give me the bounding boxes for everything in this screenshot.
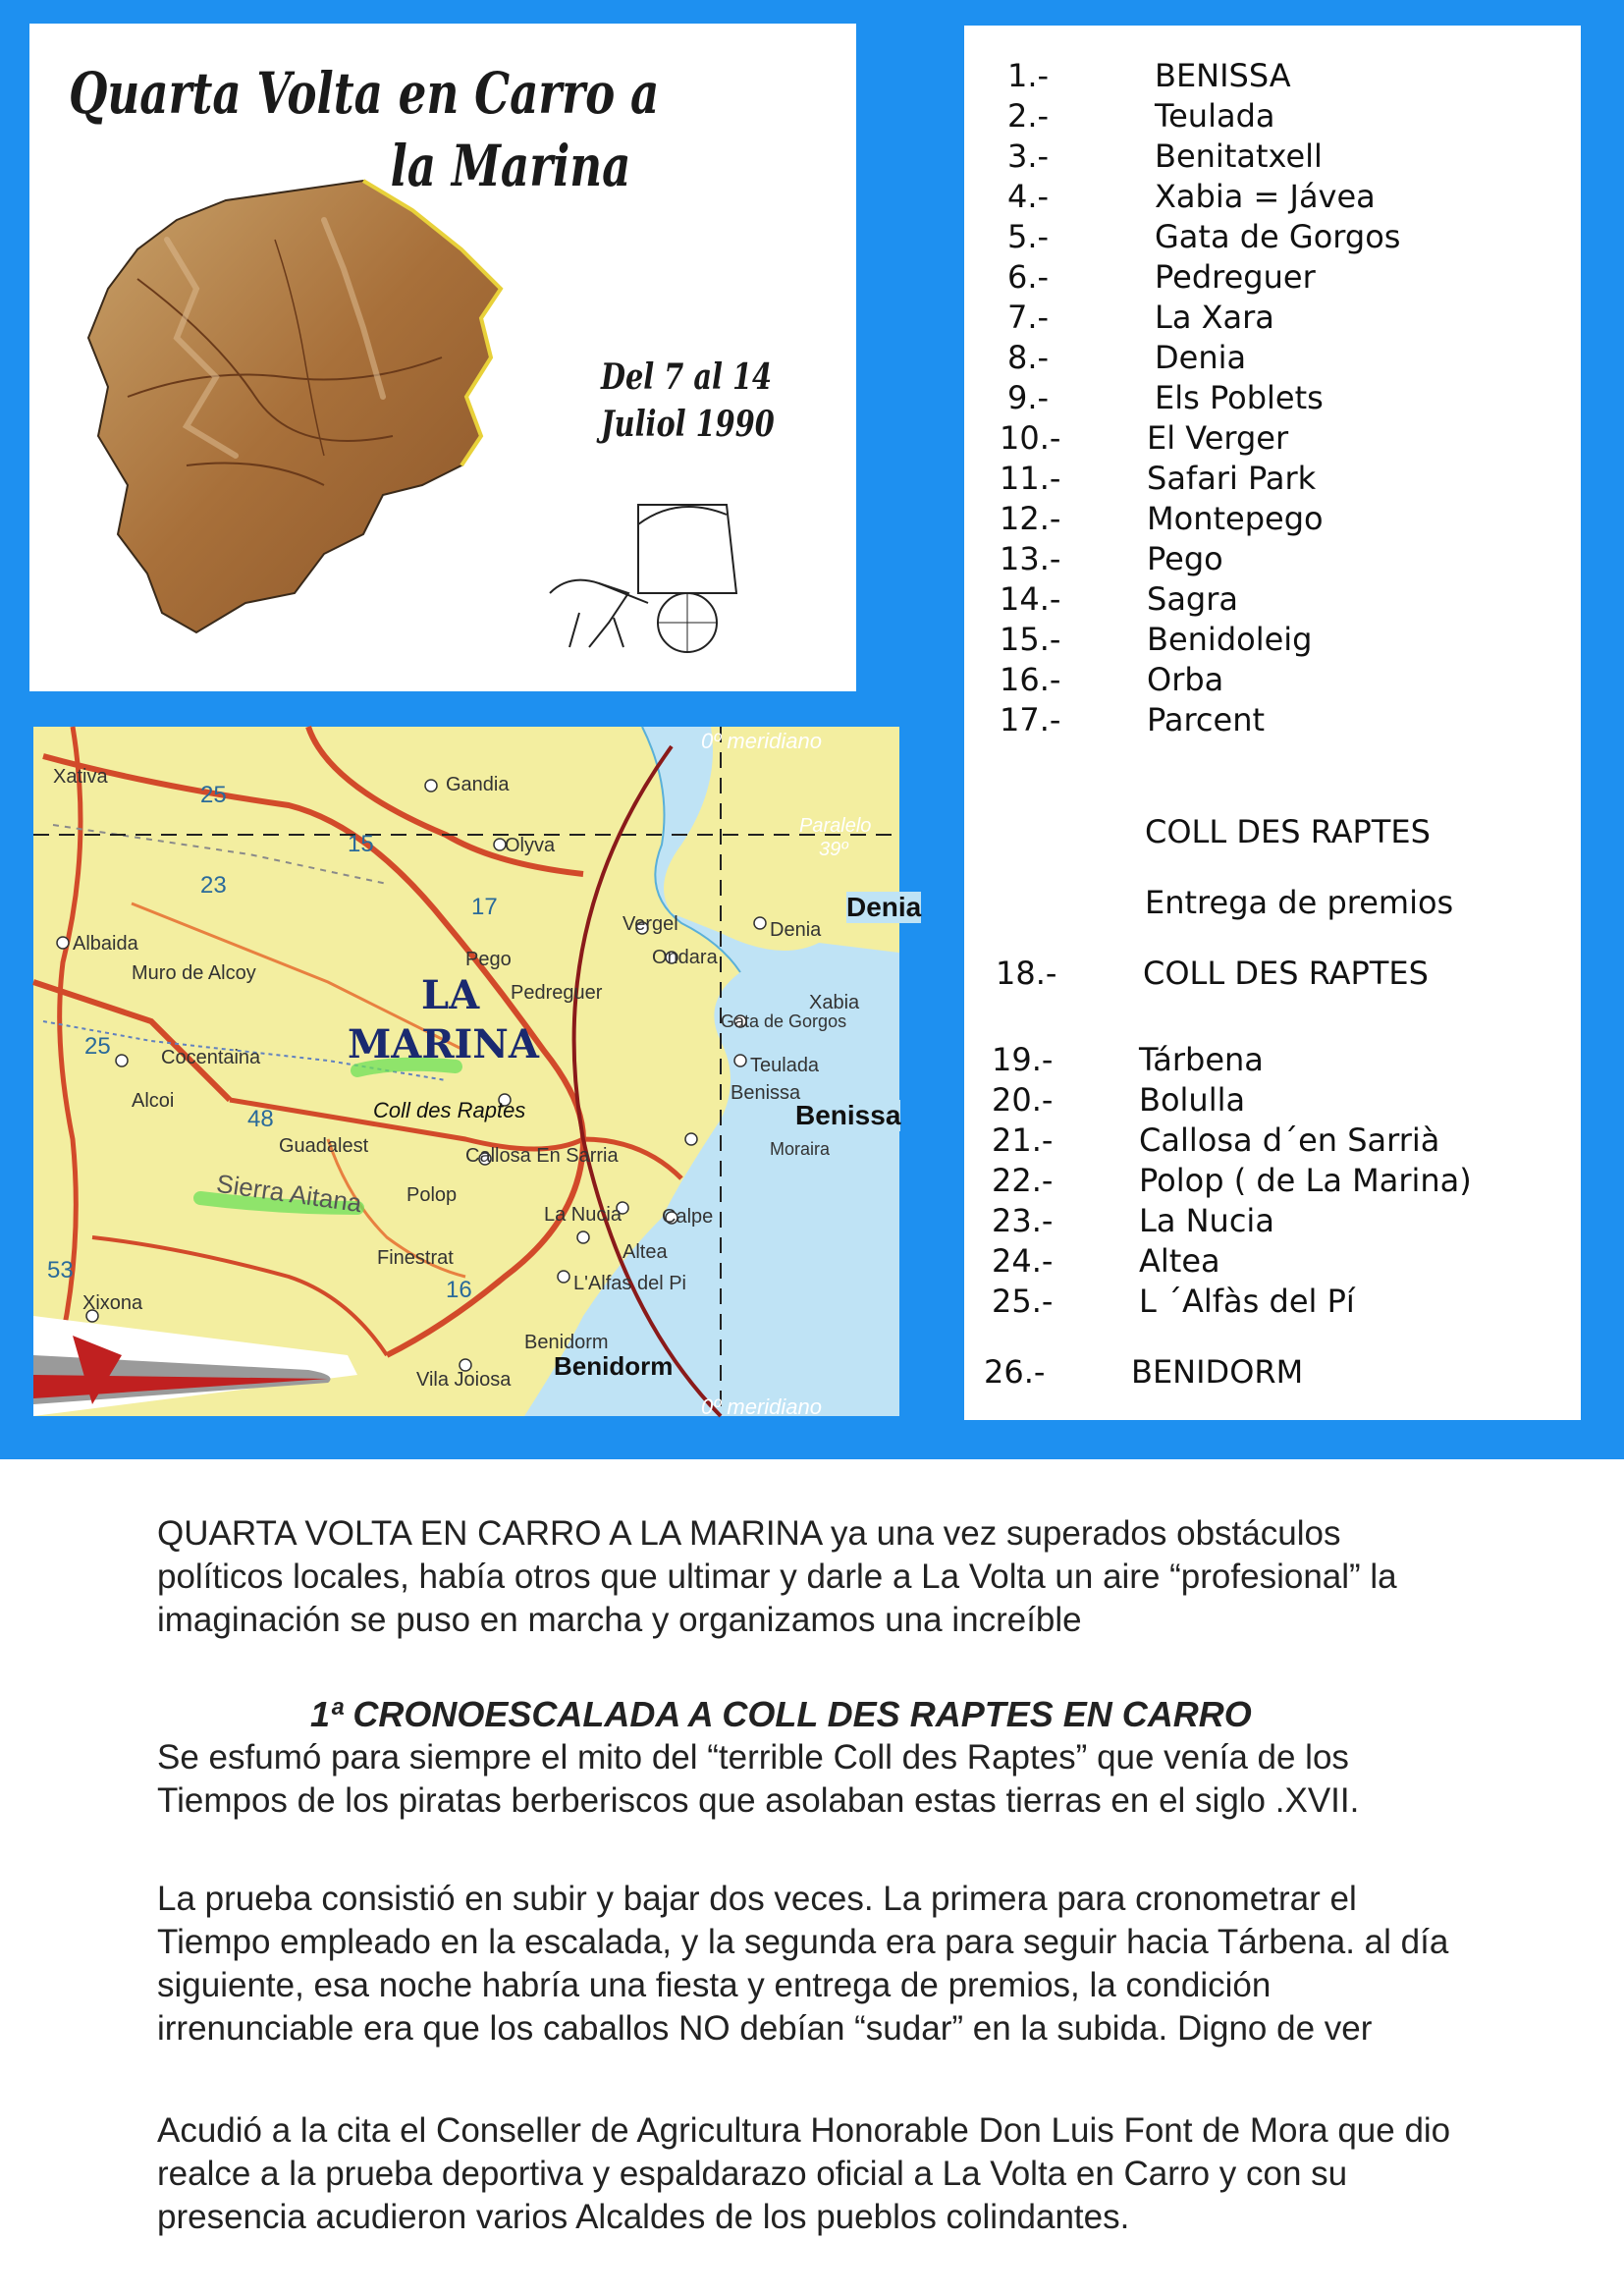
route-item-number: 23.- <box>992 1202 1054 1239</box>
town-gata: Gata de Gorgos <box>721 1011 847 1031</box>
route-item-number: 3.- <box>1007 137 1050 175</box>
town-olyva: Olyva <box>505 835 556 856</box>
meridian-label-bottom: 0º meridiano <box>701 1394 822 1419</box>
relief-map-illustration <box>69 141 520 652</box>
town-muro: Muro de Alcoy <box>132 962 256 984</box>
road-number: 48 <box>247 1106 274 1132</box>
town-xabia: Xabia <box>809 992 860 1013</box>
route-item-place: Gata de Gorgos <box>1155 218 1401 255</box>
route-item-number: 13.- <box>1000 540 1061 577</box>
road-map <box>33 727 922 1419</box>
route-item-number: 6.- <box>1007 258 1050 296</box>
route-list-panel <box>964 26 1581 1420</box>
town-alcoi: Alcoi <box>132 1090 175 1112</box>
test-paragraph: La prueba consistió en subir y bajar dos veces. La primera para cronometrar el Tiempo empleado en la escalada, y la segunda era para seguir hacia Tárbena. al día siguiente, esa noche habría una fiesta y entrega de premios, la condición irrenunciable era que los caballos NO debían “sudar” en la subida. Digno de ver <box>157 1880 1449 2048</box>
town-pedreguer: Pedreguer <box>511 982 603 1004</box>
road-number: 17 <box>471 894 498 920</box>
route-item-number: 8.- <box>1007 339 1050 376</box>
route-item-number: 20.- <box>992 1081 1054 1119</box>
town-polop: Polop <box>406 1184 458 1206</box>
road-number: 25 <box>84 1033 111 1060</box>
town-callosa: Callosa En Sarria <box>465 1145 619 1167</box>
town-guadalest: Guadalest <box>279 1135 369 1157</box>
route-item-place: Sagra <box>1147 580 1238 618</box>
route-item-number: 25.- <box>992 1283 1054 1320</box>
route-item-number: 22.- <box>992 1162 1054 1199</box>
route-item-place: Denia <box>1155 339 1247 376</box>
route-item-place: Pego <box>1147 540 1223 577</box>
poster-dates <box>601 354 775 448</box>
route-item-number: 18.- <box>996 955 1057 992</box>
route-item-place: Els Poblets <box>1155 379 1324 416</box>
poster-title-line1: Quarta Volta en Carro a <box>69 60 660 127</box>
parallel-label: Paralelo <box>799 815 872 837</box>
road-number: 16 <box>446 1277 472 1303</box>
town-benissa: Benissa <box>731 1082 801 1104</box>
poster-dates-line1: Del 7 al 14 <box>601 356 773 398</box>
route-item-number: 7.- <box>1007 299 1050 336</box>
route-item-number: 19.- <box>992 1041 1054 1078</box>
callout-benidorm: Benidorm <box>554 1351 674 1381</box>
route-item-number: 15.- <box>1000 621 1061 658</box>
route-item-place: BENIDORM <box>1131 1353 1304 1391</box>
town-benidorm: Benidorm <box>524 1332 609 1353</box>
route-item-number: 21.- <box>992 1121 1054 1159</box>
town-teulada: Teulada <box>750 1055 820 1076</box>
town-xixona: Xixona <box>82 1292 143 1314</box>
town-ondara: Ondara <box>652 947 718 968</box>
route-item-place: La Nucia <box>1139 1202 1274 1239</box>
route-item-number: 10.- <box>1000 419 1061 457</box>
town-gandia: Gandia <box>446 774 510 795</box>
visit-paragraph: Acudió a la cita el Conseller de Agricultura Honorable Don Luis Font de Mora que dio realce a la prueba deportiva y espaldarazo oficial a La Volta en Carro y con su presencia acudieron varios Alcaldes de los pueblos colindantes. <box>157 2111 1451 2236</box>
road-number: 25 <box>200 782 227 808</box>
meridian-label-top: 0º meridiano <box>701 729 822 753</box>
route-item-place: Benidoleig <box>1147 621 1313 658</box>
intro-paragraph: QUARTA VOLTA EN CARRO A LA MARINA ya una vez superados obstáculos políticos locales, había otros que ultimar y darle a La Volta un aire “profesional” la imaginación se puso en marcha y organizamos una increíble <box>157 1514 1397 1639</box>
town-lanucia: La Nucia <box>544 1204 622 1226</box>
route-item-number: 5.- <box>1007 218 1050 255</box>
poster-dates-line2: Juliol 1990 <box>601 404 775 445</box>
town-moraira: Moraira <box>770 1139 831 1159</box>
route-item-place: Pedreguer <box>1155 258 1316 296</box>
region-label-la: LA <box>421 972 480 1018</box>
route-item-number: 26.- <box>984 1353 1046 1391</box>
route-item-place: Montepego <box>1147 500 1324 537</box>
town-vilajoiosa: Vila Joiosa <box>416 1369 512 1391</box>
route-item-number: 11.- <box>1000 460 1061 497</box>
route-item-place: Teulada <box>1155 97 1275 135</box>
road-number: 53 <box>47 1257 74 1284</box>
route-item-number: 17.- <box>1000 701 1061 738</box>
route-item-place: Xabia = Jávea <box>1155 178 1376 215</box>
route-item-number: 12.- <box>1000 500 1061 537</box>
route-item-number: 9.- <box>1007 379 1050 416</box>
route-item-place: El Verger <box>1147 419 1289 457</box>
town-cocentaina: Cocentaina <box>161 1047 261 1068</box>
coll-des-raptes-stop: COLL DES RAPTES <box>1145 813 1431 850</box>
route-item-place: Callosa d´en Sarrià <box>1139 1121 1440 1159</box>
route-item-place: Benitatxell <box>1155 137 1323 175</box>
town-albaida: Albaida <box>73 933 138 955</box>
route-item-place: BENISSA <box>1155 57 1291 94</box>
town-finestrat: Finestrat <box>377 1247 454 1269</box>
route-item-place: Tárbena <box>1139 1041 1264 1078</box>
town-pego: Pego <box>465 949 512 970</box>
poster-panel <box>29 24 856 691</box>
section-subtitle: 1ª CRONOESCALADA A COLL DES RAPTES EN CARRO <box>310 1694 1252 1734</box>
poster-title-line2: la Marina <box>390 133 631 199</box>
poster-title <box>69 57 681 202</box>
route-item-number: 14.- <box>1000 580 1061 618</box>
town-denia: Denia <box>770 919 822 941</box>
route-item-place: L ´Alfàs del Pí <box>1139 1283 1355 1320</box>
route-item-number: 4.- <box>1007 178 1050 215</box>
town-alfas: L'Alfas del Pi <box>573 1273 686 1294</box>
route-item-number: 24.- <box>992 1242 1054 1280</box>
region-label-marina: MARINA <box>348 1021 539 1067</box>
route-item-place: Parcent <box>1147 701 1266 738</box>
town-calpe: Calpe <box>662 1206 714 1228</box>
route-item-place: COLL DES RAPTES <box>1143 955 1429 992</box>
route-item-place: La Xara <box>1155 299 1274 336</box>
coll-des-raptes-label: Coll des Raptes <box>373 1098 526 1122</box>
callout-denia: Denia <box>846 892 922 922</box>
route-item-number: 2.- <box>1007 97 1050 135</box>
route-item-place: Polop ( de La Marina) <box>1139 1162 1472 1199</box>
town-altea: Altea <box>623 1241 668 1263</box>
callout-benissa: Benissa <box>795 1100 901 1130</box>
route-item-place: Bolulla <box>1139 1081 1246 1119</box>
town-xativa: Xativa <box>53 766 108 788</box>
horse-cart-sketch-icon <box>530 485 756 662</box>
road-number: 23 <box>200 872 227 899</box>
route-item-number: 16.- <box>1000 661 1061 698</box>
sierra-aitana-label: Sierra Aitana <box>214 1168 364 1219</box>
prize-ceremony-label: Entrega de premios <box>1145 884 1454 921</box>
parallel-value-label: 39º <box>819 839 848 860</box>
route-item-place: Safari Park <box>1147 460 1317 497</box>
route-item-number: 1.- <box>1007 57 1050 94</box>
road-number: 15 <box>348 831 374 857</box>
route-item-place: Orba <box>1147 661 1224 698</box>
town-vergel: Vergel <box>623 913 678 935</box>
myth-paragraph: Se esfumó para siempre el mito del “terrible Coll des Raptes” que venía de los Tiempos de los piratas berberiscos que asolaban estas tierras en el siglo .XVII. <box>157 1738 1360 1820</box>
route-item-place: Altea <box>1139 1242 1220 1280</box>
